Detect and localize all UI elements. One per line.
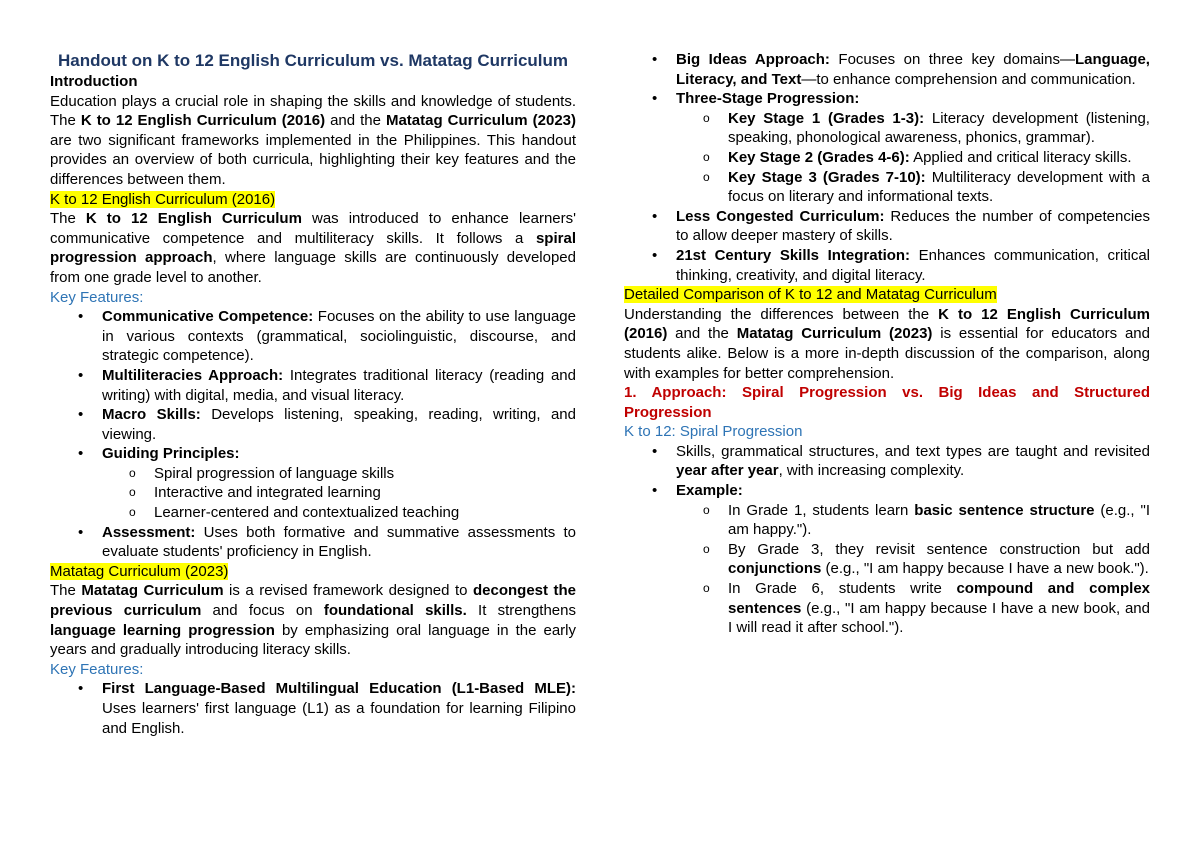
k12-key-features-label: Key Features: (50, 288, 144, 306)
list-item: • Skills, grammatical structures, and text types are taught and revisited year after year, with increasing complexity. (624, 442, 1150, 481)
list-item: o Learner-centered and contextualized teaching (50, 503, 576, 523)
list-item: • 21st Century Skills Integration: Enhances communication, critical thinking, creativity, and digital literacy. (624, 246, 1150, 285)
spiral-list (624, 442, 1150, 638)
comparison-paragraph: Understanding the differences between the K to 12 English Curriculum (2016) and the Matatag Curriculum (2023) is essential for educators and students alike. Below is a more in-depth discussion of the comparison, along with examples for better comprehension. (624, 305, 1151, 382)
list-item: o Key Stage 2 (Grades 4-6): Applied and critical literacy skills. (624, 148, 1150, 168)
left-column (50, 50, 576, 738)
list-item: • Assessment: Uses both formative and summative assessments to evaluate students' proficiency in English. (50, 523, 576, 562)
section1-heading: 1. Approach: Spiral Progression vs. Big Ideas and Structured Progression (624, 384, 1150, 421)
k12-paragraph: The K to 12 English Curriculum was introduced to enhance learners' communicative competence and multiliteracy skills. It follows a spiral progression approach, where language skills are continuously developed from one grade level to another. (50, 210, 577, 286)
matatag-key-features-label: Key Features: (50, 660, 144, 678)
intro-paragraph: Education plays a crucial role in shaping the skills and knowledge of students. The K to 12 English Curriculum (2016) and the Matatag Curriculum (2023) are two significant frameworks implemented in the Philippines. This handout provides an overview of both curricula, highlighting their key features and the differences between them. (50, 92, 576, 188)
list-item: o In Grade 1, students learn basic sentence structure (e.g., "I am happy."). (624, 501, 1150, 540)
k12-spiral-subheading: K to 12: Spiral Progression (624, 423, 803, 441)
list-item: o Key Stage 3 (Grades 7-10): Multiliteracy development with a focus on literary and informational texts. (624, 168, 1150, 207)
list-item: o In Grade 6, students write compound and complex sentences (e.g., "I am happy because I have a new book, and I will read it after school."). (624, 579, 1150, 638)
list-item: o By Grade 3, they revisit sentence construction but add conjunctions (e.g., "I am happy because I have a new book."). (624, 540, 1150, 579)
list-item: • Example: o In Grade 1, students learn basic sentence structure (e.g., "I am happy."). o By Grade 3, they revisit sentence construction but add conjunctions (e.g., "I am happy because I have a new book."). o In Grade 6, students write compound and complex sentences (e.g., "I am happy because I have a new book, and I will read it after school."). (624, 481, 1150, 638)
k12-features-list (50, 307, 576, 562)
list-item: • Macro Skills: Develops listening, speaking, reading, writing, and viewing. (50, 405, 576, 444)
list-item: • First Language-Based Multilingual Education (L1-Based MLE): Uses learners' first language (L1) as a foundation for learning Filipino and English. (50, 679, 576, 738)
matatag-paragraph: The Matatag Curriculum is a revised framework designed to decongest the previous curriculum and focus on foundational skills. It strengthens language learning progression by emphasizing oral language in the early years and gradually introducing literacy skills. (50, 582, 576, 659)
list-item: • Big Ideas Approach: Focuses on three key domains—Language, Literacy, and Text—to enhance comprehension and communication. (624, 50, 1150, 89)
comparison-heading: Detailed Comparison of K to 12 and Matatag Curriculum (624, 286, 997, 304)
list-item: o Key Stage 1 (Grades 1-3): Literacy development (listening, speaking, phonological awareness, phonics, grammar). (624, 109, 1150, 148)
intro-heading: Introduction (50, 73, 138, 90)
stages-list (624, 109, 1150, 207)
list-item: • Multiliteracies Approach: Integrates traditional literacy (reading and writing) with digital, media, and visual literacy. (50, 366, 576, 405)
matatag-features-list-right (624, 50, 1150, 285)
list-item: o Interactive and integrated learning (50, 483, 576, 503)
matatag-heading: Matatag Curriculum (2023) (50, 562, 229, 580)
list-item: • Three-Stage Progression: o Key Stage 1 (Grades 1-3): Literacy development (listening, speaking, phonological awareness, phonics, grammar). o Key Stage 2 (Grades 4-6): Applied and critical literacy skills. o Key Stage 3 (Grades 7-10): Multiliteracy development with a focus on literary and informational texts. (624, 89, 1150, 207)
list-item: • Less Congested Curriculum: Reduces the number of competencies to allow deeper mastery of skills. (624, 207, 1150, 246)
list-item: o Spiral progression of language skills (50, 464, 576, 484)
matatag-features-list-left (50, 679, 576, 738)
examples-list (624, 501, 1150, 638)
list-item: • Guiding Principles: o Spiral progression of language skills o Interactive and integrated learning o Learner-centered and contextualized teaching (50, 444, 576, 522)
principles-list (50, 464, 576, 523)
document-title: Handout on K to 12 English Curriculum vs. Matatag Curriculum (57, 51, 569, 70)
right-column (624, 50, 1150, 638)
list-item: • Communicative Competence: Focuses on the ability to use language in various contexts (grammatical, sociolinguistic, discourse, and strategic competence). (50, 307, 576, 366)
k12-heading: K to 12 English Curriculum (2016) (50, 190, 276, 208)
